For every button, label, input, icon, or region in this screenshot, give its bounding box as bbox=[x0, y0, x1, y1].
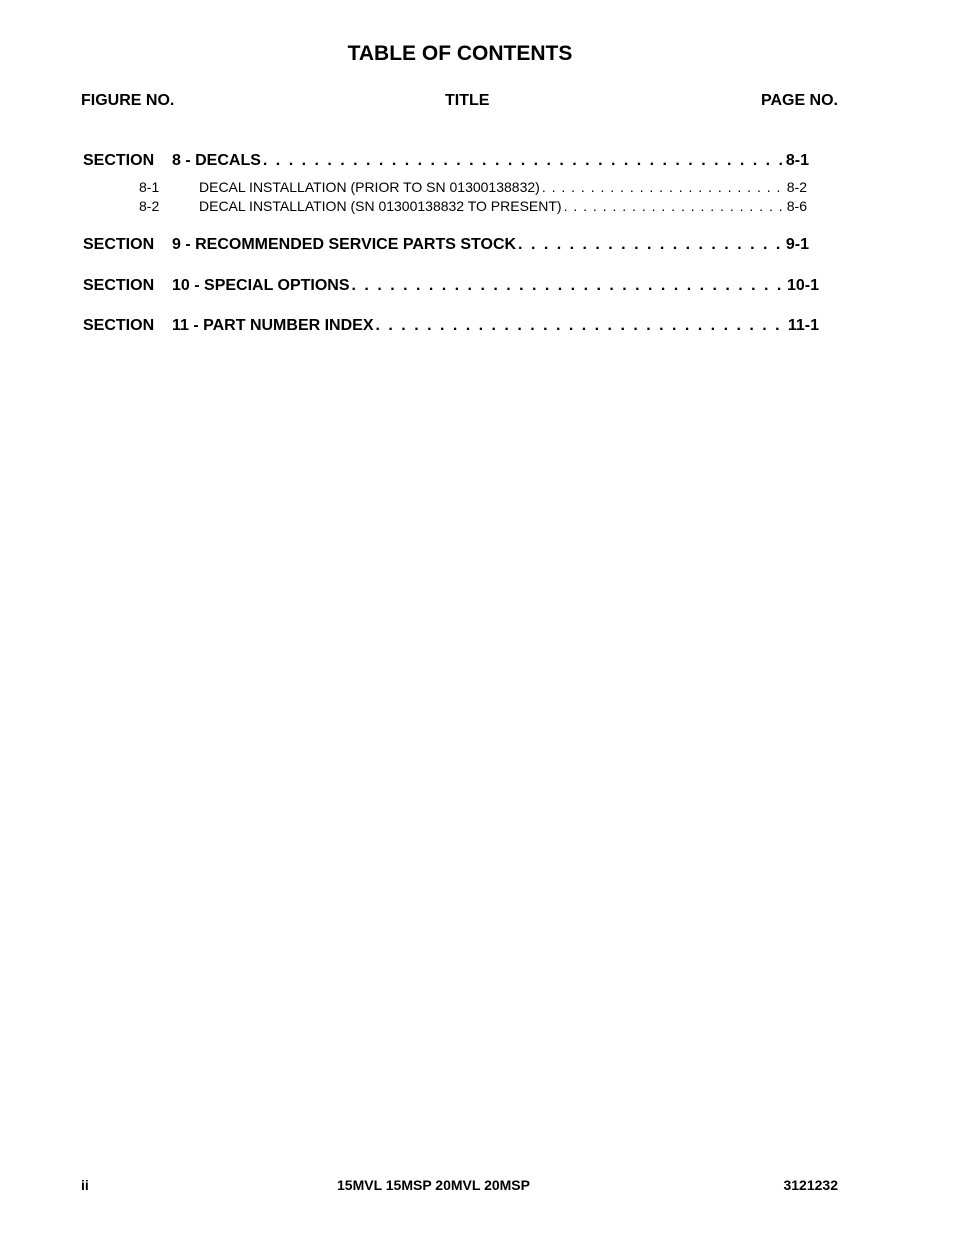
section-title: 8 - DECALS bbox=[172, 152, 261, 169]
column-header-page-no: PAGE NO. bbox=[760, 92, 838, 109]
section-label: SECTION bbox=[83, 277, 155, 294]
toc-figure-8-1[interactable] bbox=[139, 179, 807, 195]
section-title: 10 - SPECIAL OPTIONS bbox=[172, 277, 350, 294]
section-page: 10-1 bbox=[786, 277, 819, 294]
figure-title: DECAL INSTALLATION (PRIOR TO SN 01300138832) bbox=[199, 179, 540, 195]
toc-section-10[interactable] bbox=[83, 277, 819, 295]
column-header-figure-no: FIGURE NO. bbox=[81, 92, 175, 109]
section-label: SECTION bbox=[83, 317, 155, 334]
figure-number: 8-2 bbox=[139, 198, 160, 214]
dot-leader bbox=[542, 179, 785, 195]
toc-figure-8-2[interactable] bbox=[139, 198, 807, 214]
section-page: 9-1 bbox=[785, 236, 809, 253]
dot-leader bbox=[376, 317, 786, 335]
figure-number: 8-1 bbox=[139, 179, 160, 195]
section-label: SECTION bbox=[83, 236, 155, 253]
dot-leader bbox=[352, 277, 785, 295]
footer-page-number: ii bbox=[81, 1177, 89, 1193]
toc-section-9[interactable] bbox=[83, 236, 809, 254]
footer-manual-number: 3121232 bbox=[783, 1177, 838, 1193]
figure-title: DECAL INSTALLATION (SN 01300138832 TO PRESENT) bbox=[199, 198, 562, 214]
toc-section-8[interactable] bbox=[83, 152, 809, 170]
dot-leader bbox=[263, 152, 784, 170]
figure-page: 8-6 bbox=[786, 198, 807, 214]
dot-leader bbox=[518, 236, 784, 254]
section-page: 8-1 bbox=[785, 152, 809, 169]
section-page: 11-1 bbox=[787, 317, 819, 334]
figure-page: 8-2 bbox=[786, 179, 807, 195]
dot-leader bbox=[564, 198, 785, 214]
toc-section-11[interactable] bbox=[83, 317, 819, 335]
section-title: 9 - RECOMMENDED SERVICE PARTS STOCK bbox=[172, 236, 517, 253]
footer-model-list: 15MVL 15MSP 20MVL 20MSP bbox=[337, 1177, 530, 1193]
column-header-title: TITLE bbox=[445, 92, 490, 109]
section-label: SECTION bbox=[83, 152, 155, 169]
page-title: TABLE OF CONTENTS bbox=[347, 42, 573, 65]
section-title: 11 - PART NUMBER INDEX bbox=[172, 317, 374, 334]
